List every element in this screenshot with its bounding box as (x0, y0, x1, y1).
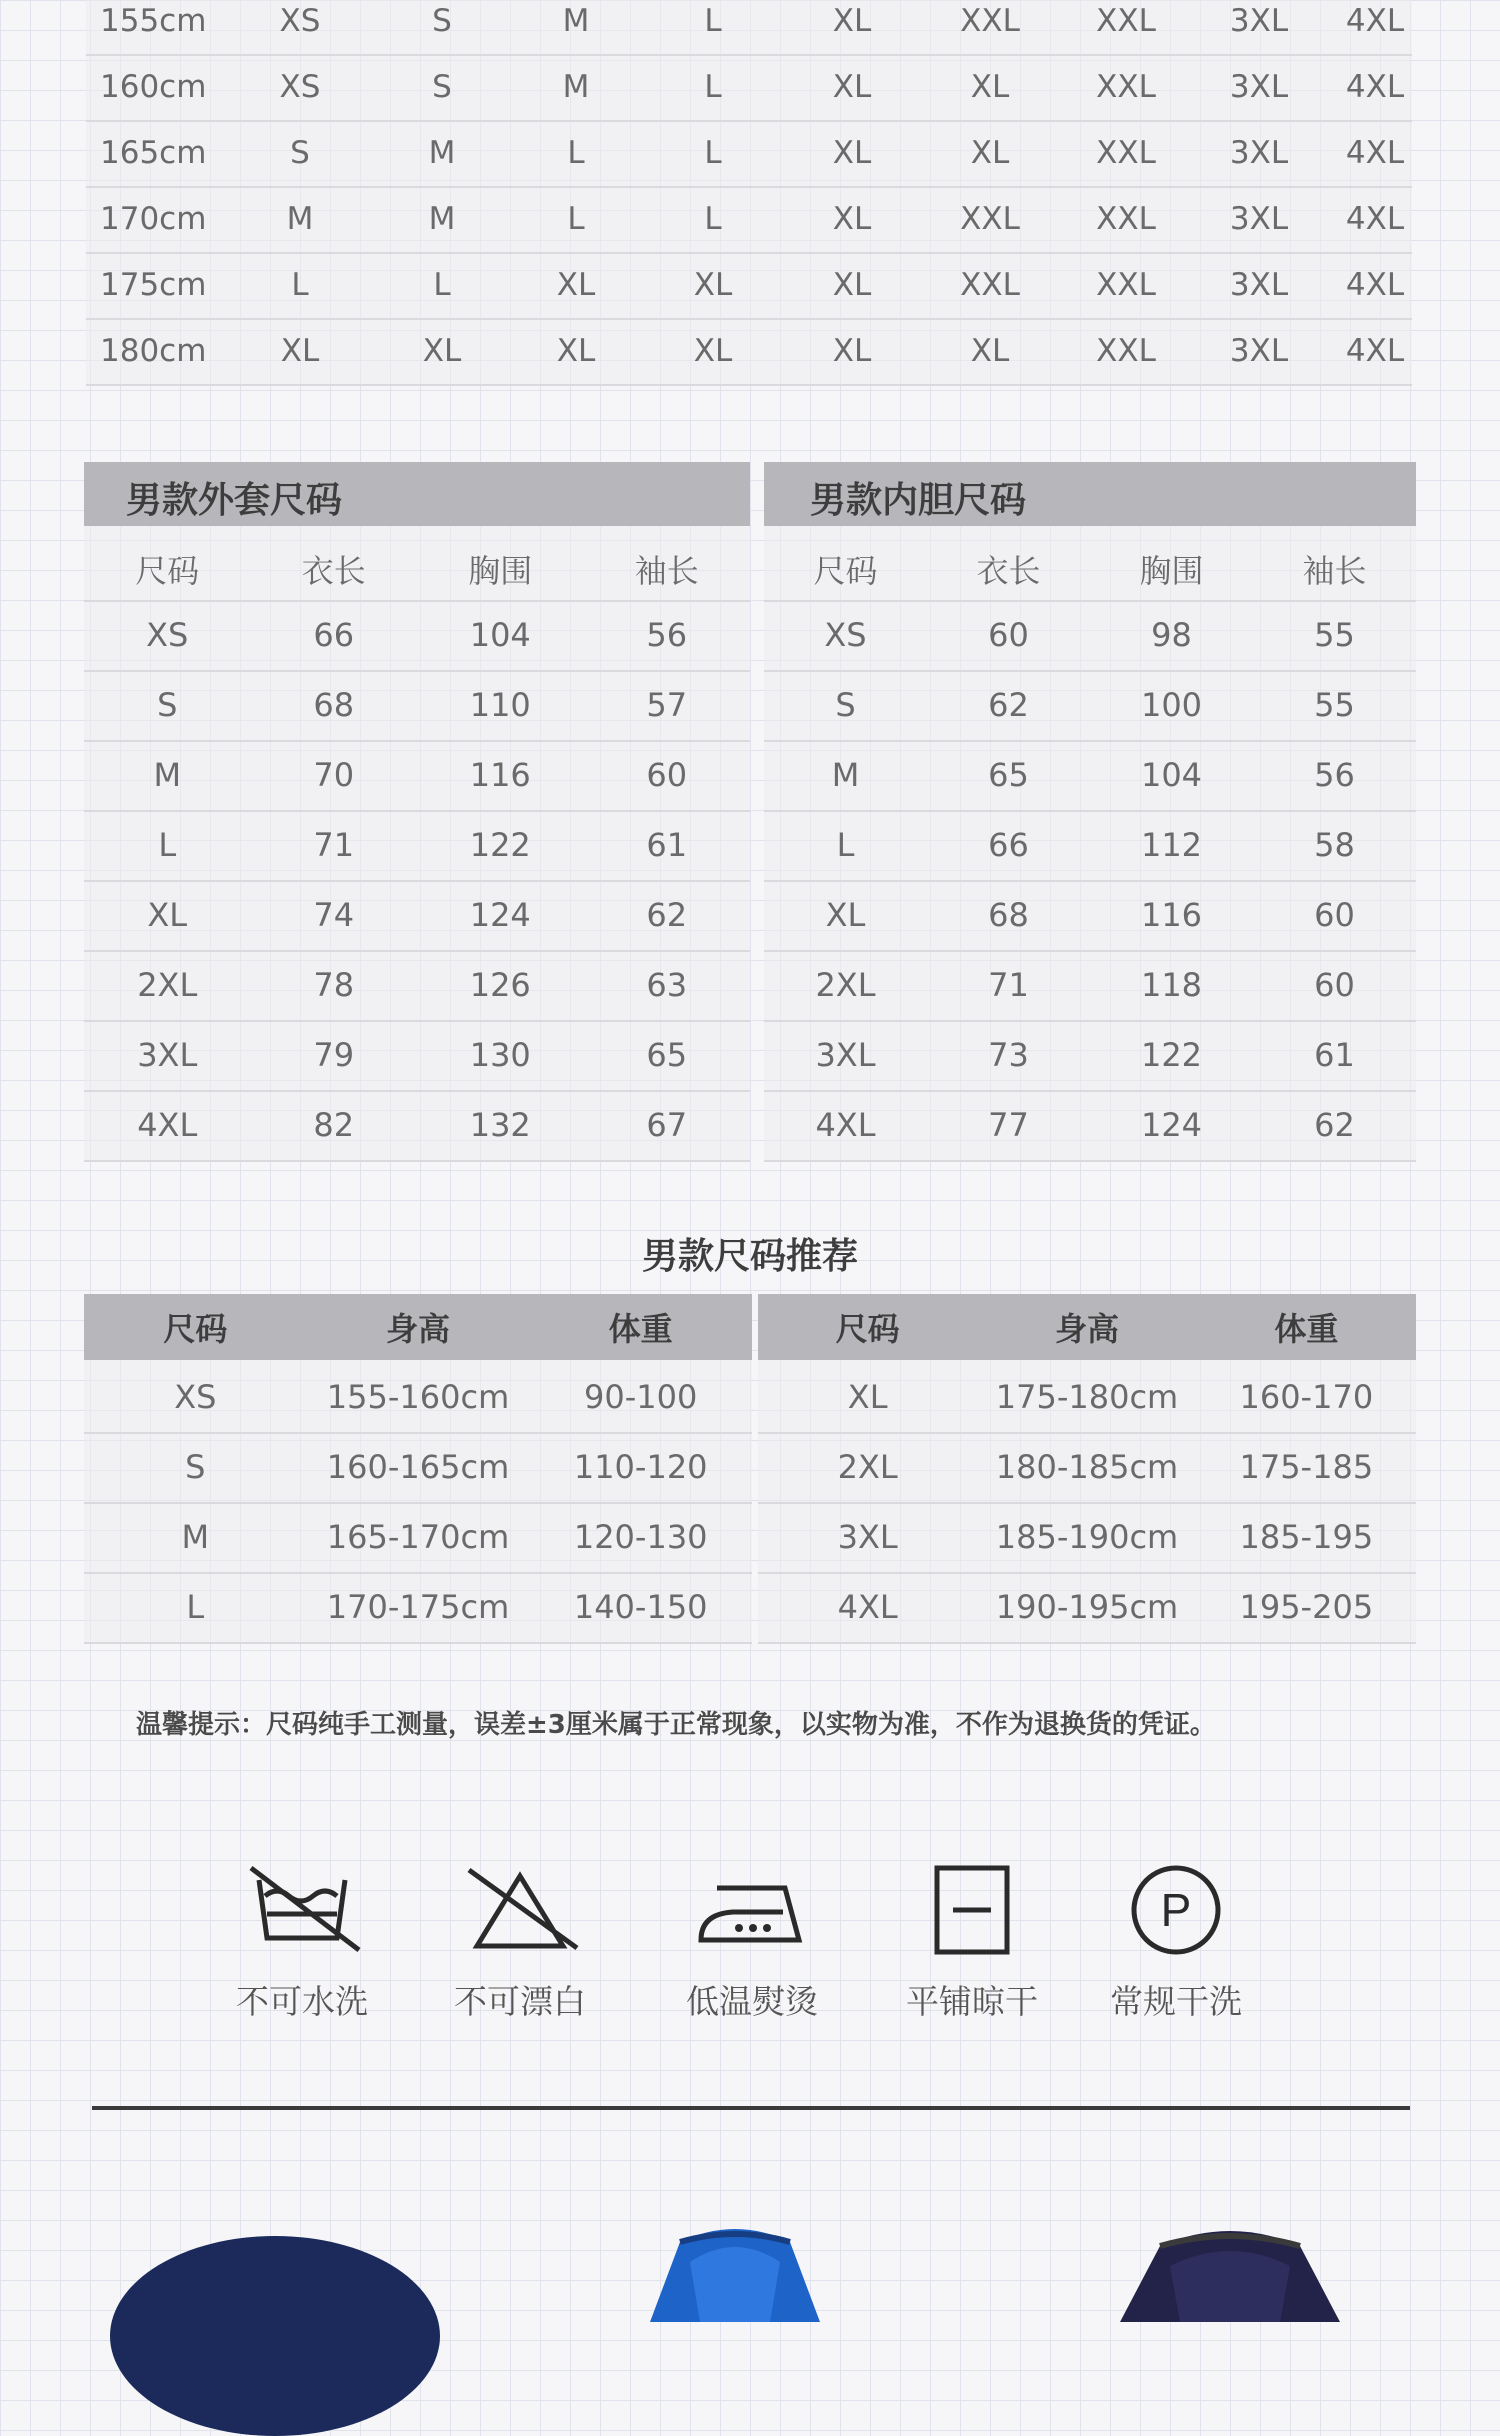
care-label: 平铺晾干 (906, 1982, 1038, 2021)
table-cell: 126 (469, 966, 531, 1004)
table-cell: XL (832, 3, 872, 39)
table-row (86, 252, 1412, 320)
table-cell: 3XL (1229, 267, 1289, 303)
table-cell: XXL (960, 267, 1020, 303)
product-image-navy (110, 2236, 440, 2436)
table-cell: 66 (988, 826, 1029, 864)
table-cell: XXL (1096, 267, 1156, 303)
table-cell: XXL (1096, 201, 1156, 237)
table-row (86, 0, 1412, 56)
table-row (764, 740, 1416, 812)
table-cell: S (290, 135, 310, 171)
table-cell: 132 (469, 1106, 531, 1144)
table-header-cell: 胸围 (1139, 552, 1204, 590)
recommend-left-header (84, 1294, 752, 1360)
header-cell-weight: 体重 (608, 1310, 673, 1348)
table-cell: 56 (1314, 756, 1355, 794)
table-cell: L (704, 3, 722, 39)
table-row (758, 1362, 1416, 1434)
table-cell: S (185, 1448, 206, 1486)
table-cell: 190-195cm (995, 1588, 1179, 1626)
care-item-no-wash (222, 1858, 382, 2023)
table-cell: 2XL (815, 966, 876, 1004)
table-cell: 55 (1314, 686, 1355, 724)
table-cell: 60 (1314, 896, 1355, 934)
table-cell: L (291, 267, 309, 303)
table-cell: M (286, 201, 314, 237)
table-row (764, 600, 1416, 672)
no-bleach-icon (440, 1858, 600, 1958)
table-cell: 124 (469, 896, 531, 934)
table-row (758, 1432, 1416, 1504)
table-cell: 110-120 (573, 1448, 708, 1486)
table-row (86, 318, 1412, 386)
table-cell: 58 (1314, 826, 1355, 864)
table-cell: XXL (1096, 3, 1156, 39)
table-row (84, 1020, 750, 1092)
inner-table-rows (764, 600, 1416, 1160)
no-wash-icon (222, 1858, 382, 1958)
table-cell: 160-170 (1239, 1378, 1374, 1416)
table-cell: 170-175cm (326, 1588, 510, 1626)
table-cell: XXL (1096, 333, 1156, 369)
care-label: 不可水洗 (236, 1982, 368, 2021)
table-cell: 79 (313, 1036, 355, 1074)
table-row (86, 120, 1412, 188)
table-header-cell: 衣长 (976, 552, 1041, 590)
table-cell: 2XL (837, 1448, 898, 1486)
table-cell: 62 (1314, 1106, 1355, 1144)
table-cell: 60 (1314, 966, 1355, 1004)
table-cell: XXL (1096, 69, 1156, 105)
table-cell: 140-150 (573, 1588, 708, 1626)
table-row (84, 740, 750, 812)
table-cell: 57 (646, 686, 688, 724)
care-label: 常规干洗 (1110, 1982, 1242, 2021)
recommend-left-body (84, 1362, 752, 1642)
table-cell: L (158, 826, 177, 864)
flat-dry-icon (892, 1858, 1052, 1958)
table-cell: 155-160cm (326, 1378, 510, 1416)
table-cell: 116 (1140, 896, 1203, 934)
table-cell: 175cm (100, 267, 207, 303)
table-cell: XS (146, 616, 189, 654)
table-cell: 160cm (100, 69, 207, 105)
table-cell: L (433, 267, 451, 303)
table-cell: 122 (1140, 1036, 1203, 1074)
table-row (84, 810, 750, 882)
table-header-cell: 衣长 (301, 552, 366, 590)
table-cell: 165-170cm (326, 1518, 510, 1556)
table-cell: 118 (1140, 966, 1203, 1004)
table-cell: XL (693, 333, 733, 369)
table-cell: 4XL (1345, 333, 1405, 369)
table-row (764, 1020, 1416, 1092)
care-label: 不可漂白 (454, 1982, 586, 2021)
table-cell: 175-180cm (995, 1378, 1179, 1416)
table-cell: 130 (469, 1036, 531, 1074)
table-cell: M (153, 756, 182, 794)
table-cell: XL (970, 333, 1010, 369)
table-cell: 3XL (1229, 69, 1289, 105)
table-row (764, 1090, 1416, 1162)
outer-table-rows (84, 600, 750, 1160)
table-cell: 195-205 (1239, 1588, 1374, 1626)
table-row (84, 1362, 752, 1434)
table-cell: 116 (469, 756, 531, 794)
table-cell: 77 (988, 1106, 1029, 1144)
table-cell: 71 (313, 826, 355, 864)
table-cell: XS (824, 616, 867, 654)
table-cell: 71 (988, 966, 1029, 1004)
table-cell: XS (174, 1378, 217, 1416)
table-cell: XL (147, 896, 188, 934)
table-cell: XL (556, 267, 596, 303)
table-row (758, 1502, 1416, 1574)
table-header-cell: 尺码 (135, 552, 200, 590)
table-cell: 4XL (1345, 69, 1405, 105)
table-header-cell: 袖长 (1302, 552, 1367, 590)
table-cell: 180cm (100, 333, 207, 369)
table-cell: 74 (313, 896, 355, 934)
table-cell: 180-185cm (995, 1448, 1179, 1486)
table-cell: 68 (313, 686, 355, 724)
table-cell: XL (832, 135, 872, 171)
table-row (84, 1432, 752, 1504)
table-cell: L (186, 1588, 205, 1626)
table-cell: XL (970, 135, 1010, 171)
recommend-right-header (758, 1294, 1416, 1360)
table-cell: XL (556, 333, 596, 369)
header-cell-height: 身高 (386, 1310, 451, 1348)
low-iron-icon (672, 1858, 832, 1958)
table-cell: 2XL (137, 966, 198, 1004)
care-item-low-iron (672, 1858, 832, 2023)
table-cell: 61 (1314, 1036, 1355, 1074)
table-cell: 60 (646, 756, 688, 794)
table-cell: XXL (960, 201, 1020, 237)
table-cell: L (704, 135, 722, 171)
outer-table-title: 男款外套尺码 (126, 480, 343, 521)
table-cell: S (432, 3, 452, 39)
table-cell: L (704, 69, 722, 105)
header-cell-size: 尺码 (163, 1310, 228, 1348)
table-cell: 110 (469, 686, 531, 724)
table-cell: 4XL (815, 1106, 876, 1144)
table-row (84, 950, 750, 1022)
table-cell: 98 (1151, 616, 1192, 654)
table-cell: XL (970, 69, 1010, 105)
table-cell: 122 (469, 826, 531, 864)
table-cell: M (831, 756, 860, 794)
table-cell: 170cm (100, 201, 207, 237)
table-cell: XXL (1096, 135, 1156, 171)
table-header-cell: 袖长 (634, 552, 699, 590)
table-cell: M (181, 1518, 210, 1556)
table-cell: 104 (1140, 756, 1203, 794)
table-cell: L (567, 201, 585, 237)
table-row (84, 1572, 752, 1644)
table-header-cell: 胸围 (468, 552, 533, 590)
top-size-table-rows (86, 0, 1412, 386)
table-row (758, 1572, 1416, 1644)
table-cell: M (562, 3, 590, 39)
table-cell: 62 (646, 896, 688, 934)
table-cell: 3XL (1229, 135, 1289, 171)
table-cell: XL (847, 1378, 888, 1416)
table-cell: 165cm (100, 135, 207, 171)
table-cell: 160-165cm (326, 1448, 510, 1486)
table-cell: 60 (988, 616, 1029, 654)
table-row (764, 670, 1416, 742)
table-cell: 66 (313, 616, 355, 654)
table-cell: 3XL (137, 1036, 198, 1074)
header-cell-size: 尺码 (835, 1310, 900, 1348)
table-cell: 112 (1140, 826, 1203, 864)
table-header-row (764, 538, 1416, 602)
svg-text:P: P (1160, 1884, 1192, 1936)
table-cell: 4XL (1345, 3, 1405, 39)
table-cell: 78 (313, 966, 355, 1004)
table-cell: XL (693, 267, 733, 303)
table-cell: 73 (988, 1036, 1029, 1074)
table-cell: 70 (313, 756, 355, 794)
table-cell: 63 (646, 966, 688, 1004)
table-cell: 68 (988, 896, 1029, 934)
table-cell: 4XL (1345, 201, 1405, 237)
table-cell: L (567, 135, 585, 171)
table-cell: 124 (1140, 1106, 1203, 1144)
table-cell: 67 (646, 1106, 688, 1144)
table-cell: 4XL (1345, 267, 1405, 303)
table-cell: XXL (960, 3, 1020, 39)
table-cell: 61 (646, 826, 688, 864)
table-cell: 4XL (1345, 135, 1405, 171)
table-cell: 3XL (837, 1518, 898, 1556)
table-cell: XL (422, 333, 462, 369)
table-row (84, 1090, 750, 1162)
table-cell: M (562, 69, 590, 105)
table-cell: 185-195 (1239, 1518, 1374, 1556)
table-cell: 175-185 (1239, 1448, 1374, 1486)
table-header-row (84, 538, 750, 602)
table-cell: XS (279, 69, 321, 105)
inner-table-body (764, 538, 1416, 1162)
table-row (764, 950, 1416, 1022)
table-cell: M (428, 135, 456, 171)
care-item-no-bleach (440, 1858, 600, 2023)
section-divider (92, 2106, 1410, 2110)
table-cell: 3XL (1229, 201, 1289, 237)
dry-clean-icon (1096, 1858, 1256, 1958)
table-cell: 120-130 (573, 1518, 708, 1556)
table-cell: 82 (313, 1106, 355, 1144)
table-row (764, 810, 1416, 882)
table-cell: 3XL (1229, 3, 1289, 39)
table-row (86, 54, 1412, 122)
table-cell: 55 (1314, 616, 1355, 654)
header-cell-weight: 体重 (1274, 1310, 1339, 1348)
size-note: 温馨提示：尺码纯手工测量，误差±3厘米属于正常现象，以实物为准，不作为退换货的凭证。 (136, 1710, 1216, 1740)
care-item-dry-clean (1096, 1858, 1256, 2023)
table-row (84, 880, 750, 952)
table-cell: M (428, 201, 456, 237)
table-cell: 104 (469, 616, 531, 654)
table-cell: 155cm (100, 3, 207, 39)
table-cell: S (157, 686, 178, 724)
table-cell: 56 (646, 616, 688, 654)
table-cell: S (835, 686, 856, 724)
table-cell: 90-100 (584, 1378, 698, 1416)
table-cell: 4XL (137, 1106, 198, 1144)
care-item-flat-dry (892, 1858, 1052, 2023)
table-cell: S (432, 69, 452, 105)
care-label: 低温熨烫 (686, 1982, 818, 2021)
product-image-blue-jacket (620, 2222, 850, 2342)
table-cell: XL (832, 267, 872, 303)
outer-table-body (84, 538, 750, 1162)
inner-table-title: 男款内胆尺码 (810, 480, 1027, 521)
table-cell: XL (832, 69, 872, 105)
table-cell: L (704, 201, 722, 237)
table-cell: XL (280, 333, 320, 369)
table-cell: XL (832, 201, 872, 237)
table-row (86, 186, 1412, 254)
table-cell: XL (825, 896, 866, 934)
table-cell: 100 (1140, 686, 1203, 724)
product-image-dark-jacket (1090, 2222, 1370, 2342)
recommend-title: 男款尺码推荐 (641, 1236, 858, 1277)
table-cell: 62 (988, 686, 1029, 724)
table-cell: 4XL (837, 1588, 898, 1626)
table-cell: 3XL (815, 1036, 876, 1074)
table-cell: 185-190cm (995, 1518, 1179, 1556)
table-cell: XS (279, 3, 321, 39)
table-row (764, 880, 1416, 952)
table-cell: 65 (646, 1036, 688, 1074)
table-row (84, 1502, 752, 1574)
table-row (84, 670, 750, 742)
table-cell: 65 (988, 756, 1029, 794)
table-cell: XL (832, 333, 872, 369)
recommend-right-body (758, 1362, 1416, 1642)
header-cell-height: 身高 (1054, 1310, 1119, 1348)
table-cell: L (836, 826, 855, 864)
table-header-cell: 尺码 (813, 552, 878, 590)
table-row (84, 600, 750, 672)
table-cell: 3XL (1229, 333, 1289, 369)
